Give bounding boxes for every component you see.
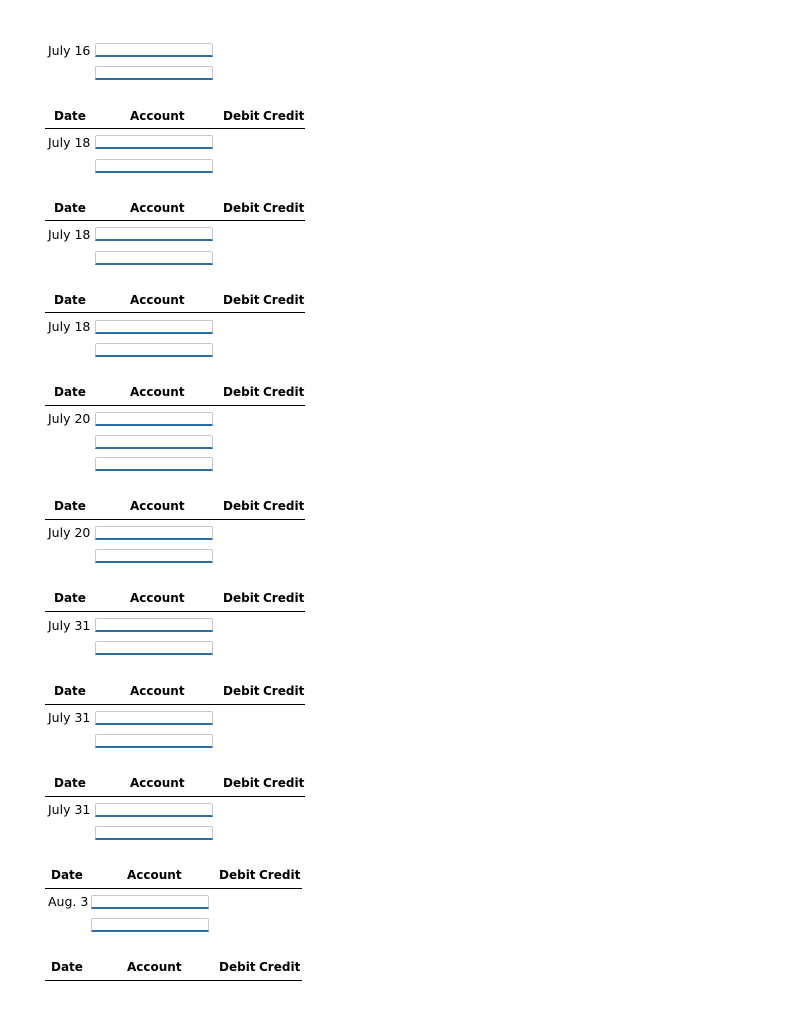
account-input[interactable]: [95, 457, 213, 471]
date-column-header: Date: [54, 293, 86, 307]
date-column-header: Date: [54, 109, 86, 123]
entry-date: July 20: [48, 411, 91, 426]
entry-date: July 20: [48, 525, 91, 540]
account-input[interactable]: [91, 918, 209, 932]
account-input[interactable]: [95, 435, 213, 449]
account-input[interactable]: [95, 159, 213, 173]
entry-date: Aug. 3: [48, 894, 89, 909]
header-divider: [45, 405, 305, 406]
header-divider: [45, 980, 302, 981]
header-divider: [45, 704, 305, 705]
debit-column-header: Debit: [223, 201, 260, 215]
account-input[interactable]: [95, 526, 213, 540]
credit-column-header: Credit: [259, 868, 301, 882]
account-column-header: Account: [130, 776, 185, 790]
date-column-header: Date: [54, 201, 86, 215]
header-divider: [45, 888, 302, 889]
account-input[interactable]: [95, 641, 213, 655]
credit-column-header: Credit: [263, 109, 305, 123]
account-input[interactable]: [95, 320, 213, 334]
credit-column-header: Credit: [263, 201, 305, 215]
account-input[interactable]: [95, 803, 213, 817]
entry-date: July 31: [48, 802, 91, 817]
credit-column-header: Credit: [263, 499, 305, 513]
date-column-header: Date: [51, 868, 83, 882]
account-column-header: Account: [130, 293, 185, 307]
date-column-header: Date: [51, 960, 83, 974]
credit-column-header: Credit: [259, 960, 301, 974]
account-column-header: Account: [130, 109, 185, 123]
account-input[interactable]: [95, 135, 213, 149]
account-input[interactable]: [95, 412, 213, 426]
debit-column-header: Debit: [223, 776, 260, 790]
account-input[interactable]: [95, 227, 213, 241]
date-column-header: Date: [54, 385, 86, 399]
debit-column-header: Debit: [219, 960, 256, 974]
account-input[interactable]: [95, 43, 213, 57]
debit-column-header: Debit: [223, 499, 260, 513]
header-divider: [45, 611, 305, 612]
credit-column-header: Credit: [263, 591, 305, 605]
account-input[interactable]: [95, 549, 213, 563]
entry-date: July 31: [48, 618, 91, 633]
account-input[interactable]: [95, 618, 213, 632]
entry-date: July 16: [48, 43, 91, 58]
account-column-header: Account: [130, 684, 185, 698]
date-column-header: Date: [54, 499, 86, 513]
debit-column-header: Debit: [223, 109, 260, 123]
credit-column-header: Credit: [263, 776, 305, 790]
date-column-header: Date: [54, 591, 86, 605]
header-divider: [45, 519, 305, 520]
header-divider: [45, 796, 305, 797]
entry-date: July 31: [48, 710, 91, 725]
debit-column-header: Debit: [223, 591, 260, 605]
entry-date: July 18: [48, 227, 91, 242]
date-column-header: Date: [54, 684, 86, 698]
header-divider: [45, 220, 305, 221]
debit-column-header: Debit: [219, 868, 256, 882]
account-input[interactable]: [95, 251, 213, 265]
account-column-header: Account: [130, 201, 185, 215]
debit-column-header: Debit: [223, 684, 260, 698]
account-input[interactable]: [95, 711, 213, 725]
account-input[interactable]: [95, 343, 213, 357]
account-input[interactable]: [95, 66, 213, 80]
entry-date: July 18: [48, 319, 91, 334]
header-divider: [45, 128, 305, 129]
account-column-header: Account: [127, 960, 182, 974]
account-input[interactable]: [95, 826, 213, 840]
account-input[interactable]: [91, 895, 209, 909]
credit-column-header: Credit: [263, 293, 305, 307]
account-column-header: Account: [130, 385, 185, 399]
account-column-header: Account: [127, 868, 182, 882]
header-divider: [45, 312, 305, 313]
account-column-header: Account: [130, 591, 185, 605]
debit-column-header: Debit: [223, 293, 260, 307]
entry-date: July 18: [48, 135, 91, 150]
account-input[interactable]: [95, 734, 213, 748]
date-column-header: Date: [54, 776, 86, 790]
debit-column-header: Debit: [223, 385, 260, 399]
account-column-header: Account: [130, 499, 185, 513]
credit-column-header: Credit: [263, 684, 305, 698]
credit-column-header: Credit: [263, 385, 305, 399]
